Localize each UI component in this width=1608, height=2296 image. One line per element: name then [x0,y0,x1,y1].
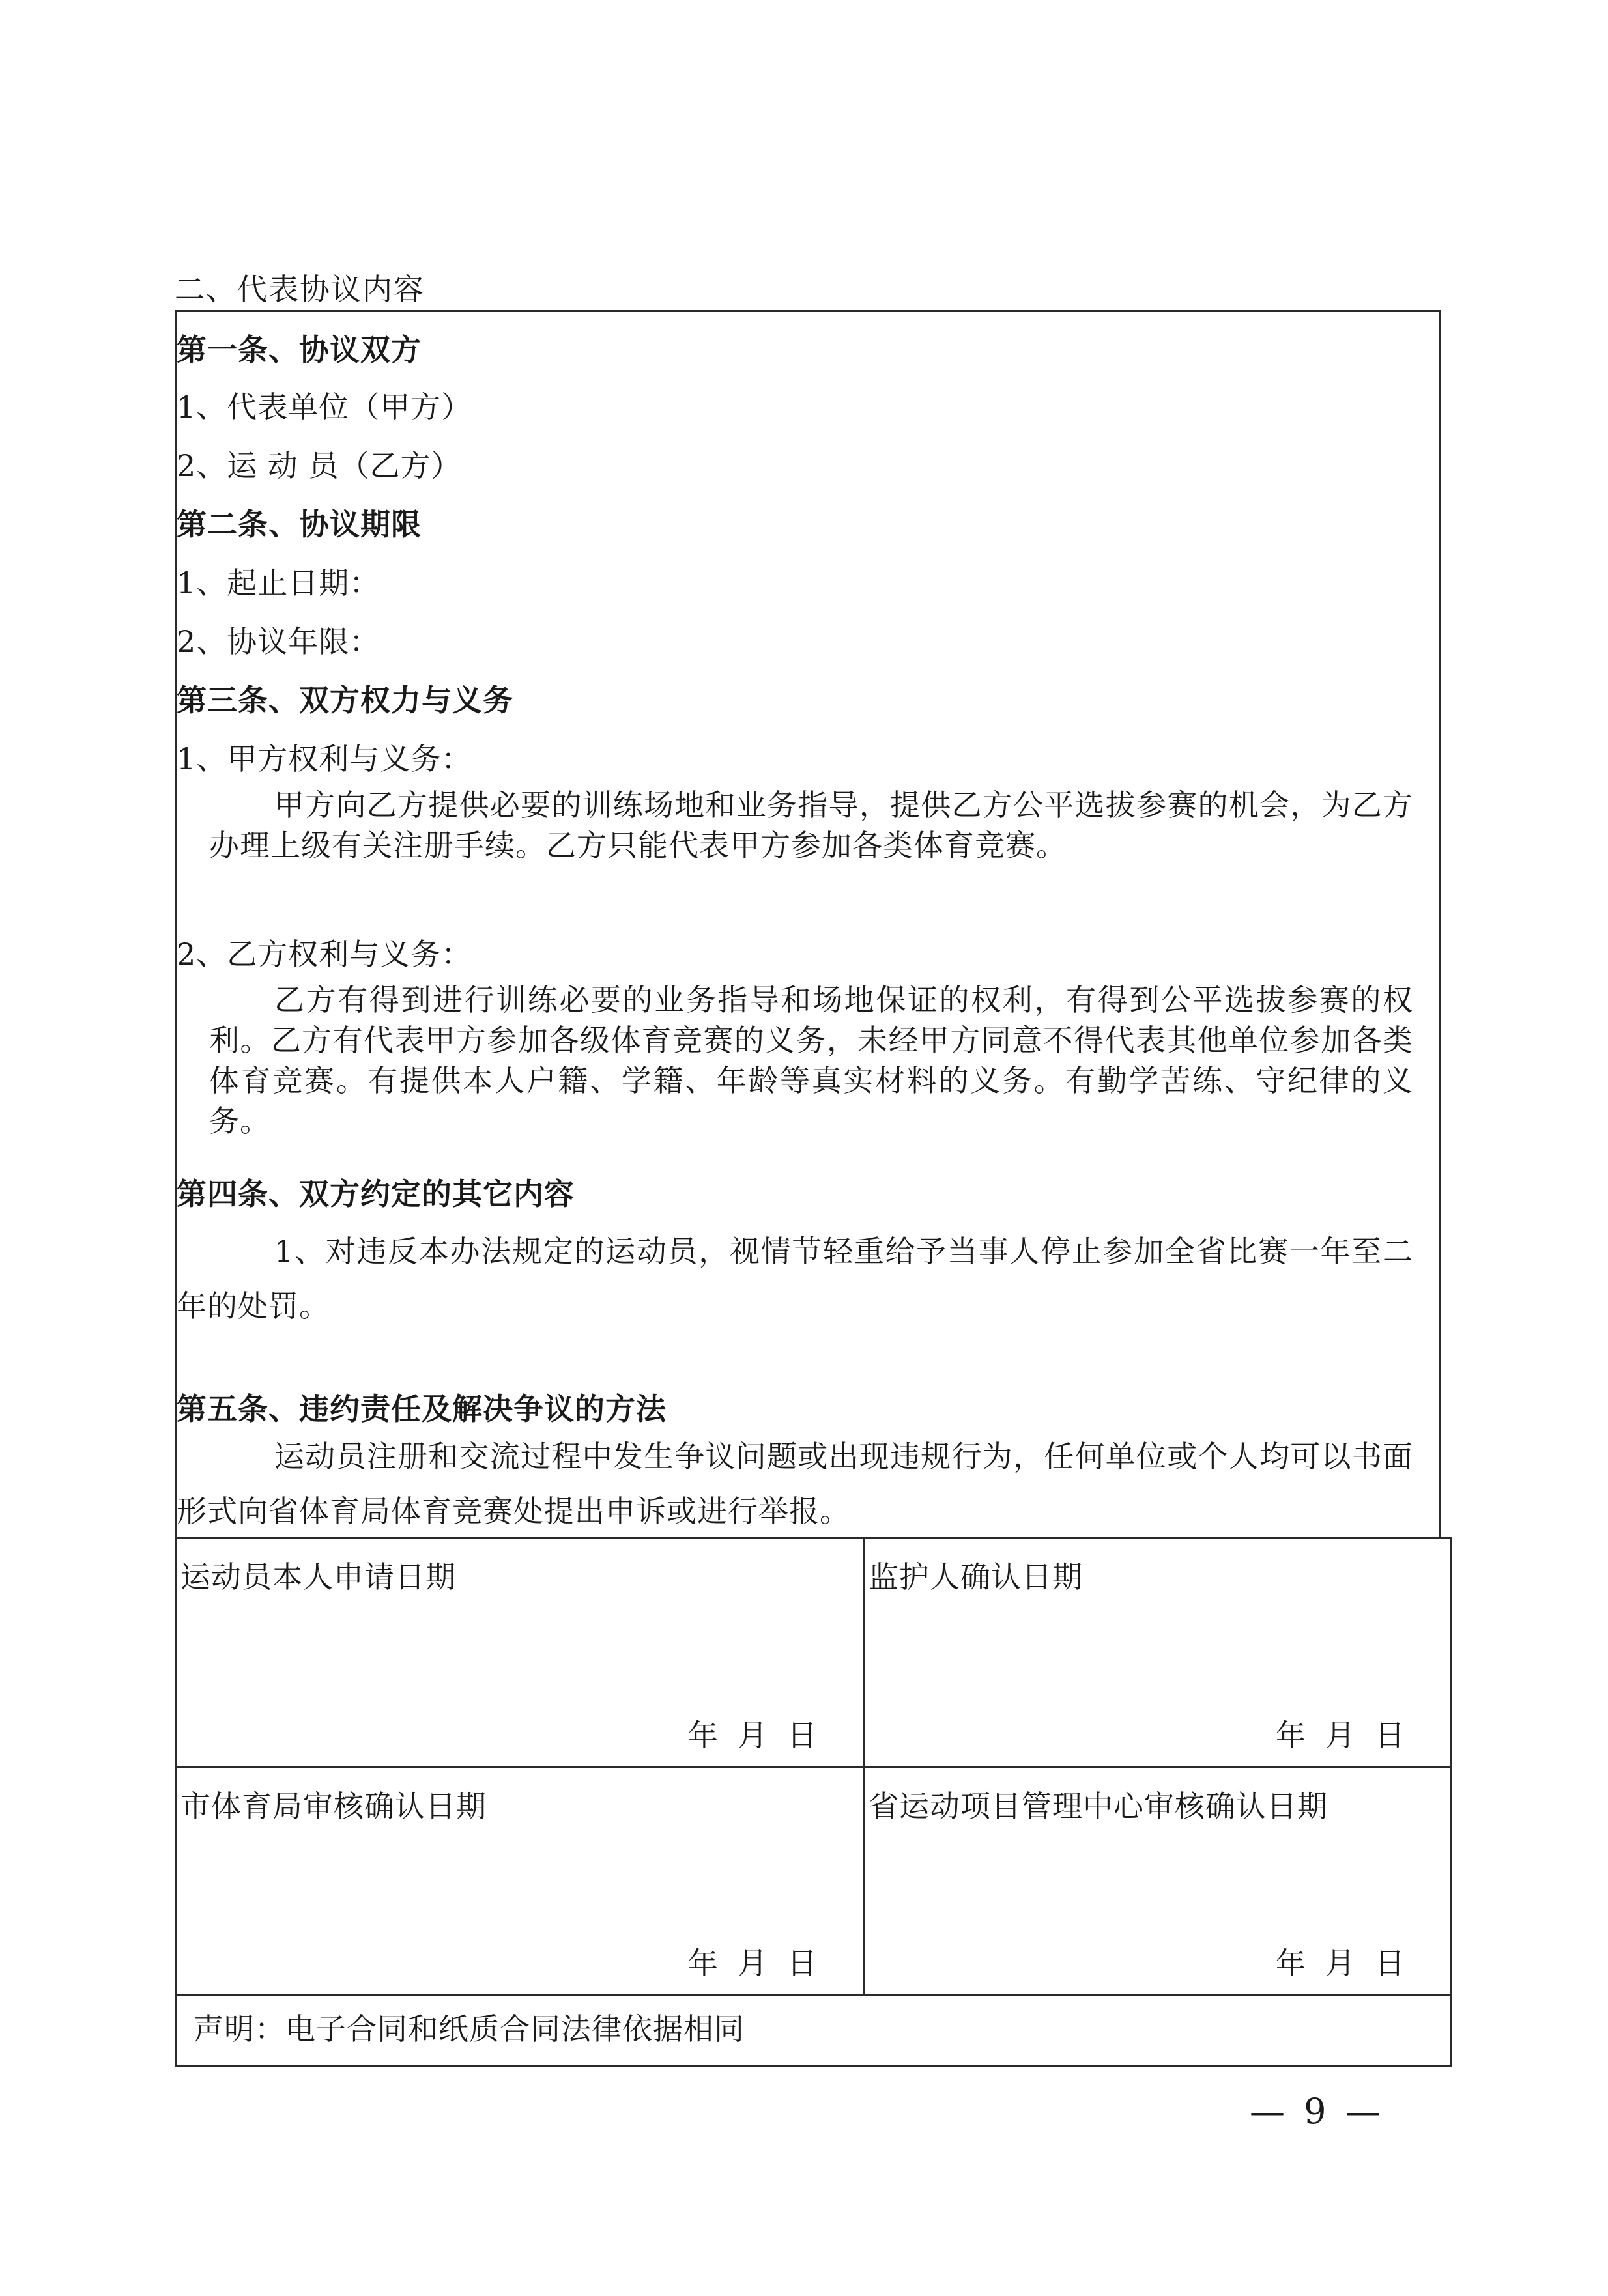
article-2-item-2: 2、协议年限： [177,624,380,659]
statement-text: 声明：电子合同和纸质合同法律依据相同 [194,2011,745,2047]
city-date-label: 市体育局审核确认日期 [180,1789,487,1824]
article-3-heading: 第三条、双方权力与义务 [177,683,513,718]
article-4-heading: 第四条、双方约定的其它内容 [177,1176,575,1212]
article-5-body: 运动员注册和交流过程中发生争议问题或出现违规行为，任何单位或个人均可以书面形式向省体育局体育竞赛处提出申诉或进行举报。 [177,1439,1413,1529]
article-3-item-2-title: 2、乙方权利与义务： [177,937,472,972]
article-5-heading: 第五条、违约责任及解决争议的方法 [177,1391,667,1426]
section-title: 二、代表协议内容 [175,272,425,307]
article-2-heading: 第二条、协议期限 [177,507,422,542]
article-3-item-1-body: 甲方向乙方提供必要的训练场地和业务指导，提供乙方公平选拔参赛的机会，为乙方办理上级有关注册手续。乙方只能代表甲方参加各类体育竞赛。 [209,787,1413,863]
article-1-item-2: 2、运 动 员（乙方） [177,448,462,483]
city-date-ymd: 年月日 [688,1946,837,1981]
statement-cell [176,1996,1452,2066]
province-sign-cell[interactable] [864,1768,1452,1996]
province-date-ymd: 年月日 [1276,1946,1424,1981]
page-number: — 9 — [1250,2091,1385,2132]
guardian-sign-cell[interactable] [864,1538,1452,1768]
article-2-item-1: 1、起止日期： [177,565,380,601]
athlete-date-label: 运动员本人申请日期 [180,1559,456,1594]
athlete-date-ymd: 年月日 [688,1718,837,1753]
agreement-content-box [175,310,1441,1538]
guardian-date-label: 监护人确认日期 [869,1559,1083,1594]
article-3-item-1-title: 1、甲方权利与义务： [177,741,472,776]
guardian-date-ymd: 年月日 [1276,1718,1424,1753]
signature-table [175,1537,1452,2067]
article-4-body: 1、对违反本办法规定的运动员，视情节轻重给予当事人停止参加全省比赛一年至二年的处罚。 [177,1234,1413,1324]
article-1-item-1: 1、代表单位（甲方） [177,390,472,425]
article-1-heading: 第一条、协议双方 [177,332,422,367]
article-3-item-2-body: 乙方有得到进行训练必要的业务指导和场地保证的权利，有得到公平选拔参赛的权利。乙方有代表甲方参加各级体育竞赛的义务，未经甲方同意不得代表其他单位参加各类体育竞赛。有提供本人户籍、学籍、年龄等真实材料的义务。有勤学苦练、守纪律的义务。 [209,982,1413,1139]
athlete-sign-cell[interactable] [176,1538,864,1768]
city-sign-cell[interactable] [176,1768,864,1996]
province-date-label: 省运动项目管理中心审核确认日期 [869,1789,1328,1824]
